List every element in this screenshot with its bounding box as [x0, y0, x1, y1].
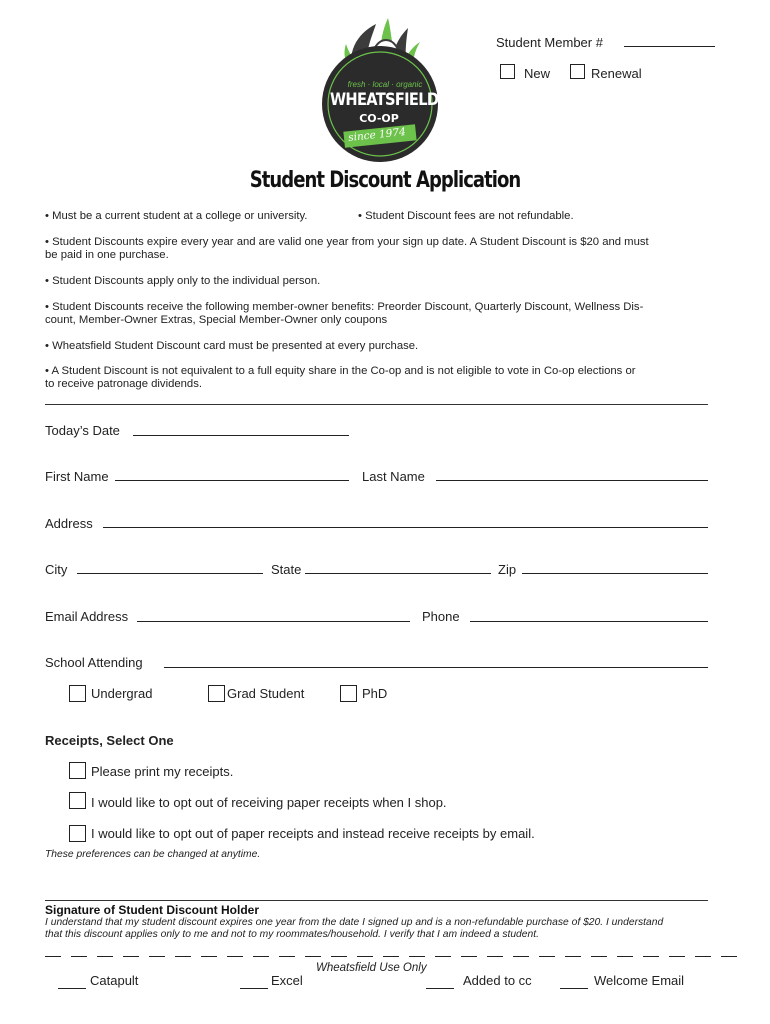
- city-label: City: [45, 562, 68, 577]
- cut-line-dash: [97, 956, 113, 957]
- phone-field[interactable]: [470, 621, 708, 622]
- cut-line-dash: [305, 956, 321, 957]
- state-label: State: [271, 562, 302, 577]
- renewal-label: Renewal: [591, 66, 642, 81]
- logo-tagline: fresh · local · organic: [347, 80, 423, 89]
- welcome-email-field[interactable]: [560, 988, 588, 989]
- bullet-equity-line1: • A Student Discount is not equivalent to a full equity share in the Co-op and is not eligible to vote in Co-op elections or: [45, 365, 636, 377]
- renewal-checkbox[interactable]: [570, 64, 585, 79]
- school-field[interactable]: [164, 667, 708, 668]
- preferences-note: These preferences can be changed at anytime.: [45, 849, 261, 860]
- phd-label: PhD: [362, 686, 388, 701]
- bullet-card: • Wheatsfield Student Discount card must be presented at every purchase.: [45, 340, 419, 352]
- phd-checkbox[interactable]: [340, 685, 357, 702]
- cut-line-dash: [383, 956, 399, 957]
- phone-label: Phone: [422, 609, 460, 624]
- wheatsfield-logo: [316, 14, 442, 164]
- email-field[interactable]: [137, 621, 410, 622]
- cut-line-dash: [201, 956, 217, 957]
- student-member-label: Student Member #: [496, 35, 603, 50]
- cut-line-dash: [227, 956, 243, 957]
- school-label: School Attending: [45, 655, 143, 670]
- cut-line-dash: [461, 956, 477, 957]
- cut-line-dash: [409, 956, 425, 957]
- page-title: Student Discount Application: [249, 168, 521, 193]
- student-member-field[interactable]: [624, 46, 715, 47]
- cut-line-dash: [669, 956, 685, 957]
- section-divider: [45, 404, 708, 405]
- bullet-benefits-line2: count, Member-Owner Extras, Special Member-Owner only coupons: [45, 314, 388, 326]
- undergrad-checkbox[interactable]: [69, 685, 86, 702]
- state-field[interactable]: [305, 573, 491, 574]
- cut-line-dash: [175, 956, 191, 957]
- bullet-expire-line2: be paid in one purchase.: [45, 249, 169, 261]
- new-checkbox[interactable]: [500, 64, 515, 79]
- bullet-expire-line1: • Student Discounts expire every year and are valid one year from your sign up date. A Student Discount is $20 and must: [45, 236, 649, 248]
- catapult-field[interactable]: [58, 988, 86, 989]
- cut-line-dash: [149, 956, 165, 957]
- bullet-benefits-line1: • Student Discounts receive the following member-owner benefits: Preorder Discount, Quarterly Discount, Wellness Dis-: [45, 301, 644, 313]
- bullet-equity-line2: to receive patronage dividends.: [45, 378, 203, 390]
- new-label: New: [524, 66, 551, 81]
- cut-line-dash: [643, 956, 659, 957]
- email-label: Email Address: [45, 609, 129, 624]
- added-to-cc-label: Added to cc: [463, 973, 532, 988]
- cut-line-dash: [435, 956, 451, 957]
- cut-line-dash: [279, 956, 295, 957]
- address-field[interactable]: [103, 527, 708, 528]
- welcome-email-label: Welcome Email: [594, 973, 685, 988]
- email-receipts-label: I would like to opt out of paper receipts and instead receive receipts by email.: [91, 826, 535, 841]
- office-use-label: Wheatsfield Use Only: [316, 962, 427, 974]
- print-receipts-label: Please print my receipts.: [91, 764, 234, 779]
- signature-line[interactable]: [45, 900, 708, 901]
- todays-date-label: Today’s Date: [45, 423, 120, 438]
- first-name-field[interactable]: [115, 480, 349, 481]
- grad-student-label: Grad Student: [227, 686, 305, 701]
- city-field[interactable]: [77, 573, 263, 574]
- todays-date-field[interactable]: [133, 435, 349, 436]
- cut-line-dash: [539, 956, 555, 957]
- logo-coop: CO-OP: [359, 112, 399, 125]
- first-name-label: First Name: [45, 469, 109, 484]
- zip-label: Zip: [498, 562, 517, 577]
- email-receipts-checkbox[interactable]: [69, 825, 86, 842]
- added-to-cc-field[interactable]: [426, 988, 454, 989]
- catapult-label: Catapult: [90, 973, 139, 988]
- grad-student-checkbox[interactable]: [208, 685, 225, 702]
- cut-line-dash: [721, 956, 737, 957]
- cut-line-dash: [695, 956, 711, 957]
- cut-line-dash: [487, 956, 503, 957]
- signature-text-line1: I understand that my student discount expires one year from the date I signed up and is a non-refundable purchase of $20. I understand: [45, 917, 664, 928]
- cut-line-dash: [513, 956, 529, 957]
- signature-text-line2: that this discount applies only to me and not to my roommates/household. I verify that I am indeed a student.: [45, 929, 539, 940]
- last-name-label: Last Name: [362, 469, 425, 484]
- address-label: Address: [45, 516, 93, 531]
- cut-line-dash: [565, 956, 581, 957]
- cut-line-dash: [71, 956, 87, 957]
- cut-line-dash: [123, 956, 139, 957]
- signature-heading: Signature of Student Discount Holder: [45, 903, 260, 917]
- cut-line-dash: [357, 956, 373, 957]
- cut-line-dash: [253, 956, 269, 957]
- cut-line-dash: [45, 956, 61, 957]
- undergrad-label: Undergrad: [91, 686, 153, 701]
- bullet-individual: • Student Discounts apply only to the individual person.: [45, 275, 321, 287]
- excel-label: Excel: [271, 973, 303, 988]
- zip-field[interactable]: [522, 573, 708, 574]
- bullet-current-student: • Must be a current student at a college or university.: [45, 210, 308, 222]
- print-receipts-checkbox[interactable]: [69, 762, 86, 779]
- bullet-not-refundable: • Student Discount fees are not refundable.: [358, 210, 574, 222]
- logo-since: since 1974: [347, 126, 407, 144]
- cut-line-dash: [617, 956, 633, 957]
- last-name-field[interactable]: [436, 480, 708, 481]
- opt-out-paper-label: I would like to opt out of receiving paper receipts when I shop.: [91, 795, 447, 810]
- cut-line-dash: [331, 956, 347, 957]
- receipts-heading: Receipts, Select One: [45, 733, 174, 748]
- cut-line-dash: [591, 956, 607, 957]
- logo-name: WHEATSFIELD: [329, 90, 439, 110]
- excel-field[interactable]: [240, 988, 268, 989]
- opt-out-paper-checkbox[interactable]: [69, 792, 86, 809]
